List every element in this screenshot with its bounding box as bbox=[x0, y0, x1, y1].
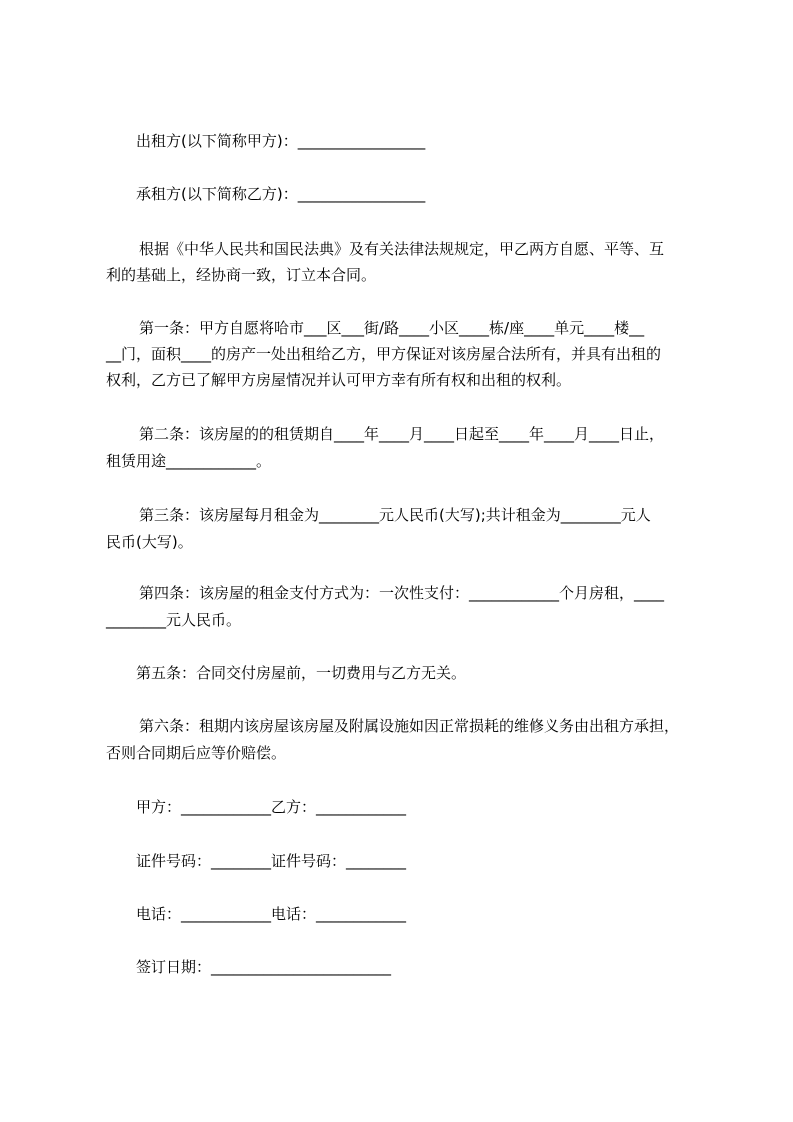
id-number-line: 证件号码：________证件号码：________ bbox=[136, 852, 407, 870]
article5-line: 第五条：合同交付房屋前，一切费用与乙方无关。 bbox=[136, 664, 467, 682]
party-signature-line: 甲方：____________乙方：____________ bbox=[136, 798, 407, 816]
article4-line-2: ________元人民币。 bbox=[106, 611, 242, 629]
preamble-line-2: 利的基础上，经协商一致，订立本合同。 bbox=[106, 266, 377, 284]
article1-line-3: 权利，乙方已了解甲方房屋情况并认可甲方幸有所有权和出租的权利。 bbox=[106, 371, 572, 389]
article6-line-2: 否则合同期后应等价赔偿。 bbox=[106, 744, 287, 762]
article2-line-2: 租赁用途____________。 bbox=[106, 452, 272, 470]
article1-line-2: __门，面积____的房产一处出租给乙方，甲方保证对该房屋合法所有，并具有出租的 bbox=[106, 345, 662, 363]
article2-line-1: 第二条：该房屋的的租赁期自____年____月____日起至____年____月____日止， bbox=[139, 425, 665, 443]
signing-date-line: 签订日期：________________________ bbox=[136, 958, 392, 976]
phone-line: 电话：____________电话：____________ bbox=[136, 905, 407, 923]
article3-line-1: 第三条：该房屋每月租金为________元人民币(大写);共计租金为________元人 bbox=[139, 506, 651, 524]
article6-line-1: 第六条：租期内该房屋该房屋及附属设施如因正常损耗的维修义务由出租方承担， bbox=[139, 717, 680, 735]
article3-line-2: 民币(大写)。 bbox=[106, 533, 193, 551]
article1-line-1: 第一条：甲方自愿将哈市___区___街/路____小区____栋/座____单元____楼__ bbox=[139, 319, 645, 337]
lessor-line: 出租方(以下简称甲方)：_________________ bbox=[136, 132, 426, 150]
preamble-line-1: 根据《中华人民共和国民法典》及有关法律法规规定，甲乙两方自愿、平等、互 bbox=[139, 240, 665, 258]
lessee-line: 承租方(以下简称乙方)：_________________ bbox=[136, 185, 426, 203]
article4-line-1: 第四条：该房屋的租金支付方式为：一次性支付：____________个月房租，____ bbox=[139, 584, 665, 602]
